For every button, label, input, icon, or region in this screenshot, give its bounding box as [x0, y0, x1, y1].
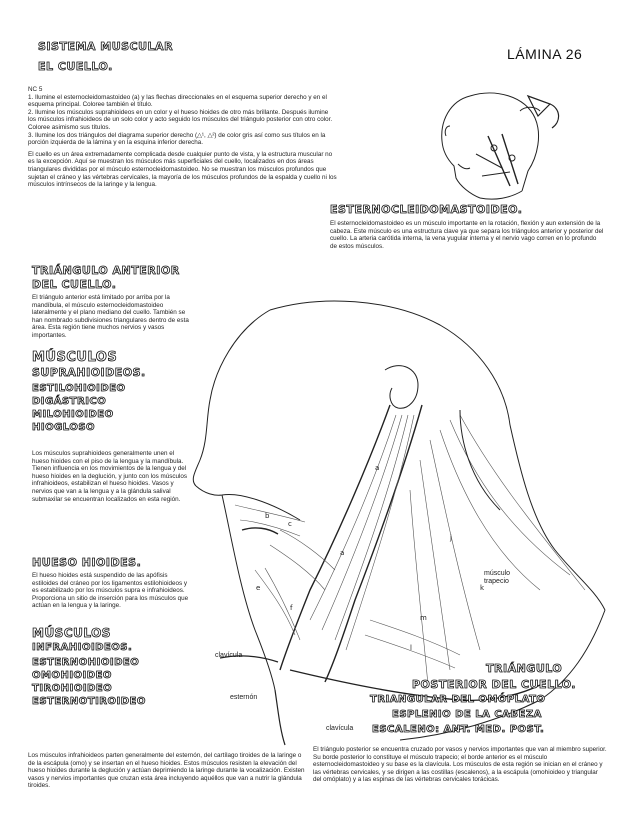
esterno-text: El esternocleidomastoideo es un músculo importante en la rotación, flexión y aun extensión de la cabeza. Este músculo es una estructura clave ya que separa los triángulos anterior y posterior del cuello. La arteria carótida interna, la vena yugular interna y el nervio vago corren en lo profundo de estos músculos.: [330, 220, 604, 250]
posterior-item-escaleno: ESCALENO: ANT. MED. POST.: [372, 724, 545, 735]
svg-text:a: a: [375, 464, 380, 472]
throat-line: [222, 495, 275, 690]
trapezius-outline: [510, 425, 605, 610]
instruction-1: 1. Ilumine el esternocleidomastoideo (a) y las flechas direccionales en el esquema superior derecho y en el esquema principal. Coloree también el título.: [28, 93, 327, 109]
posterior-item-triangular: TRIANGULAR DEL OMÓPLATO: [370, 694, 546, 705]
infra-list: [32, 656, 146, 708]
title-sistema-muscular: SISTEMA MUSCULAR: [38, 40, 174, 53]
trapecio-label-line2: trapecio: [484, 578, 509, 585]
posterior-title-2: POSTERIOR DEL CUELLO.: [412, 678, 576, 691]
clavicula-label-right: clavícula: [326, 725, 354, 732]
anterior-title-2: DEL CUELLO.: [32, 278, 117, 291]
ear-outline: [385, 366, 418, 409]
infra-title-1: MÚSCULOS: [32, 626, 111, 640]
nc-code: NC 5: [28, 86, 43, 93]
supra-item-estilohioideo: ESTILOHIOIDEO: [32, 383, 126, 394]
intro-paragraph: El cuello es un área extremadamente complicada desde cualquier punto de vista, y la estructura muscular no es la excepción. Aquí se muestran los músculos más superficiales del cuello, localizados en dos áreas triangulares divididas por el músculo esternocleidomastoideo. No se muestran los músculos profundos que sujetan el cráneo y las vértebras cervicales, la mayoría de los músculos profundos de la espalda y cuello ni los músculos intrínsecos de la laringe y la lengua.: [28, 150, 337, 189]
title-el-cuello: EL CUELLO.: [38, 60, 113, 73]
instruction-3: 3. Ilumine los dos triángulos del diagrama superior derecho (△¹, △²) de color gris así como sus títulos en la porción izquierda de la lámina y en la esquina inferior derecha.: [28, 131, 326, 147]
infra-item-esternohioideo: ESTERNOHIOIDEO: [32, 657, 140, 668]
anterior-text: El triángulo anterior está limitado por arriba por la mandíbula, el músculo esternocleidomastoideo lateralmente y el plano mediano del cuello. También se han nombrado subdivisiones triangulares dentro de esta área. Esta región tiene muchos nervios y vasos importantes.: [32, 294, 189, 339]
supra-text: Los músculos suprahioideos generalmente unen el hueso hioides con el piso de la lengua y la mandíbula. Tienen influencia en los movimientos de la lengua y del hueso hioides en la deglución, y junto con los músculos infrahioideos, estabilizan el hueso hioides. Vasos y nervios que van a la lengua y a la glándula salival submaxilar se encuentran localizados en esta región.: [32, 450, 188, 503]
hyoid-bone: [242, 528, 278, 534]
anterior-title-1: TRIÁNGULO ANTERIOR: [32, 264, 180, 277]
supra-list: [32, 382, 126, 434]
posterior-text: El triángulo posterior se encuentra cruzado por vasos y nervios importantes que van al miembro superior. Su borde posterior lo constituye el músculo trapecio; el borde anterior es el músculo esternocleidomastoideo y su base es la clavícula. Los músculos de esta región se inician en el cráneo y las vértebras cervicales, y se dirigen a las costillas (escalenos), a la escápula (omohioideo y triangular del omóplato) y a las espinas de las vértebras cervicales torácicas.: [313, 746, 607, 784]
esternon-label: esternón: [230, 694, 258, 701]
esterno-title: ESTERNOCLEIDOMASTOIDEO.: [330, 203, 523, 216]
lamina-number: LÁMINA 26: [507, 46, 583, 62]
supra-title-1: MÚSCULOS: [32, 350, 118, 365]
sternum-line: [275, 690, 285, 745]
instruction-2: 2. Ilumine los músculos suprahioideos en un color y el hueso hioides de otro más brillante. Después ilumine los músculos infrahioideos de un solo color y acto seguido los músculos del triángulo posterior con otro color. Coloree asimismo sus títulos.: [28, 108, 333, 131]
supra-item-digastrico: DIGÁSTRICO: [32, 396, 107, 407]
trapecio-label: [484, 570, 510, 586]
supra-item-milohioideo: MILOHIOIDEO: [32, 409, 114, 420]
infra-title-2: INFRAHIOIDEOS.: [32, 642, 133, 653]
posterior-title-1: TRIÁNGULO: [486, 662, 563, 675]
head-profile-line: [442, 96, 480, 198]
head-orientation-diagram: [410, 76, 600, 206]
svg-text:b: b: [265, 512, 270, 520]
supra-title-2: SUPRAHIOIDEOS.: [32, 366, 146, 379]
hueso-title: HUESO HIOIDES.: [32, 556, 142, 569]
intro-block: [28, 86, 338, 189]
supra-item-hiogloso: HIOGLOSO: [32, 422, 96, 433]
svg-text:l: l: [410, 644, 412, 652]
svg-text:m: m: [420, 614, 427, 622]
svg-text:a: a: [340, 549, 345, 557]
svg-text:j: j: [450, 534, 452, 542]
scm-anterior-border: [280, 405, 390, 670]
infra-text: Los músculos infrahioideos parten generalmente del esternón, del cartílago tiroides de la laringe o de la escápula (omo) y se insertan en el hueso hioides. Estos músculos resisten la elevación del hueso hioides durante la deglución y actúan deprimiendo la laringe durante la vocalización. Existen vasos y nervios importantes que cruzan esta área incluyendo aquéllos que van a nutrir la glándula tiroides.: [28, 752, 305, 790]
svg-text:c: c: [288, 520, 292, 528]
svg-text:f: f: [290, 604, 293, 612]
clavicula-label-left: clavícula: [215, 652, 243, 659]
posterior-item-esplenio: ESPLENIO DE LA CABEZA: [392, 709, 542, 720]
infra-item-omohioideo: OMOHIOIDEO: [32, 670, 112, 681]
jaw-outline: [196, 486, 300, 520]
hueso-text: El hueso hioides está suspendido de las apófisis estiloides del cráneo por los ligamentos estilohioideos y es estabilizado por los músculos supra e infrahioideos. Proporciona un sitio de inserción para los músculos que actúan en la lengua y la laringe.: [32, 572, 189, 610]
infra-item-esternotiroideo: ESTERNOTIROIDEO: [32, 696, 146, 707]
trapecio-label-line1: músculo: [484, 570, 511, 577]
infra-item-tirohioideo: TIROHIOIDEO: [32, 683, 113, 694]
svg-text:e: e: [256, 584, 261, 592]
svg-text:k: k: [480, 584, 485, 592]
